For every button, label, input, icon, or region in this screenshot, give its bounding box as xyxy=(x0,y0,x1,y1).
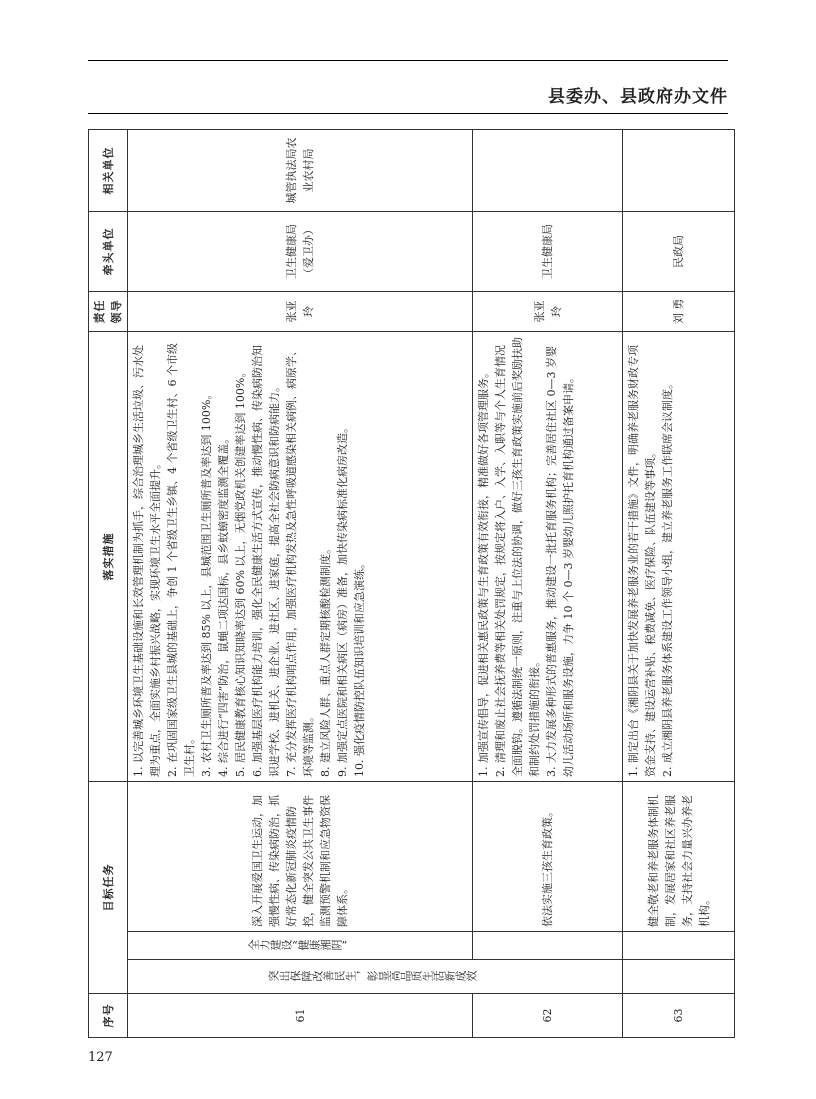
header-leader: 责任领导 xyxy=(89,292,128,332)
row-related-unit: 城管执法局农业农村局 xyxy=(128,130,473,212)
rotated-table-area xyxy=(88,130,728,1038)
measure-item: 4. 综合进行“四害”防治，鼠蝇二项达国标，县乡蚊蟑密度监测全覆盖。 xyxy=(217,432,230,777)
top-rule xyxy=(88,60,728,61)
category-sub-empty xyxy=(473,932,623,960)
measure-item: 1. 制定出台《湘阴县关于加快发展养老服务业的若干措施》文件，明确养老服务财政专项资金支持、建设运营补贴、税费减免、医疗保险、队伍建设等事项。 xyxy=(627,345,657,777)
page-number: 127 xyxy=(88,1050,113,1065)
table-row xyxy=(473,130,623,1038)
header-goal: 目标任务 xyxy=(89,782,128,994)
measure-item: 10. 强化疫情防控队伍知识培训和应急演练。 xyxy=(353,558,366,777)
measure-item: 8. 建立风险人群、重点人群定期核酸检测制度。 xyxy=(319,543,332,777)
row-leader: 张亚玲 xyxy=(473,292,623,332)
row-measures xyxy=(473,332,623,782)
header-rule xyxy=(88,113,728,114)
measure-item: 7. 充分发挥医疗机构哨点作用，加强医疗机构发热及急性呼吸道感染相关病例、病原学、环境等监测。 xyxy=(285,345,315,777)
page-header-title: 县委办、县政府办文件 xyxy=(548,87,728,107)
row-related-unit xyxy=(473,130,623,212)
measure-item: 2. 成立湘阴县养老服务体系建设工作领导小组，建立养老服务工作联席会议制度。 xyxy=(661,378,674,777)
header-lead-unit: 牵头单位 xyxy=(89,212,128,292)
measure-item: 3. 农村卫生厕所普及率达到 85% 以上，县城范围卫生厕所普及率达到 100%。 xyxy=(200,388,213,777)
row-leader: 刘 勇 xyxy=(623,292,735,332)
row-related-unit xyxy=(623,130,735,212)
row-measures xyxy=(623,332,735,782)
table-row xyxy=(128,130,473,1038)
table-header-row xyxy=(89,130,128,1038)
measure-item: 9. 加强定点医院和相关病区（病房）准备，加快传染病标准化病房改造。 xyxy=(336,422,349,777)
implementation-table xyxy=(88,129,735,1038)
measure-item: 2. 在巩固国家级卫生县城的基础上，争创 1 个省级卫生乡镇、4 个省级卫生村、6 个市级卫生村。 xyxy=(166,343,196,777)
category-main-empty xyxy=(623,960,735,994)
category-sub-empty xyxy=(623,932,735,960)
table-row xyxy=(623,130,735,1038)
measure-item: 1. 以完善城乡环境卫生基础设施和长效管理机制为抓手，综合治理城乡生活垃圾、污水处理为重点，全面实施乡村振兴战略，实现环境卫生水平全面提升。 xyxy=(132,345,162,777)
measure-item: 3. 大力发展多种形式的普惠服务，推动建设一批托育服务机构；完善居住社区 0—3 岁婴幼儿活动场所和服务设施，力争 10 个 0—3 岁婴幼儿照护托育机构通过备案申请。 xyxy=(545,346,575,777)
row-leader: 张亚玲 xyxy=(128,292,473,332)
row-seq: 62 xyxy=(473,994,623,1038)
row-measures xyxy=(128,332,473,782)
measure-item: 1. 加强宣传倡导，促进相关惠民政策与生育政策有效衔接，精准做好各项管理服务。 xyxy=(477,367,490,777)
row-lead-unit: 卫生健康局（爱卫办） xyxy=(128,212,473,292)
measure-item: 6. 加强基层医疗机构能力培训，强化全民健康生活方式宣传，推动慢性病、传染病防治知识进学校、进机关、进企业、进社区、进家庭，提高全社会防病意识和防病能力。 xyxy=(251,345,281,777)
row-seq: 61 xyxy=(128,994,473,1038)
category-main-cell xyxy=(128,960,623,994)
header-measures: 落实措施 xyxy=(89,332,128,782)
category-main-text: 突出保障改善民生，彰显高品质生活新成效 xyxy=(268,970,477,983)
measure-item: 5. 居民健康教育核心知识知晓率达到 60% 以上，无烟党政机关创建率达到 100%。 xyxy=(234,366,247,777)
header-related-unit: 相关单位 xyxy=(89,130,128,212)
row-seq: 63 xyxy=(623,994,735,1038)
row-goal: 依法实施三孩生育政策。 xyxy=(473,782,623,932)
category-sub-cell xyxy=(128,932,473,960)
row-lead-unit: 民政局 xyxy=(623,212,735,292)
row-goal: 深入开展爱国卫生运动，加强慢性病、传染病防治，抓好常态化新冠肺炎疫情防控，健全突发公共卫生事件监测预警机制和应急物资保障体系。 xyxy=(128,782,473,932)
row-goal: 健全敬老和养老服务体制机制，发展居家和社区养老服务，支持社会力量兴办养老机构。 xyxy=(623,782,735,932)
row-lead-unit: 卫生健康局 xyxy=(473,212,623,292)
measure-item: 2. 清理和废止社会抚养费等相关处罚规定，按规定将入户、入学、入职等与个人生育情况全面脱钩。遵循法制统一原则，注重与上位法的协调，做好三孩生育政策实施前后奖励扶助和制约处罚措施的衔接。 xyxy=(494,337,541,777)
header-seq: 序号 xyxy=(89,994,128,1038)
category-sub-text: 全力建设“健康湘阴” xyxy=(247,939,348,952)
